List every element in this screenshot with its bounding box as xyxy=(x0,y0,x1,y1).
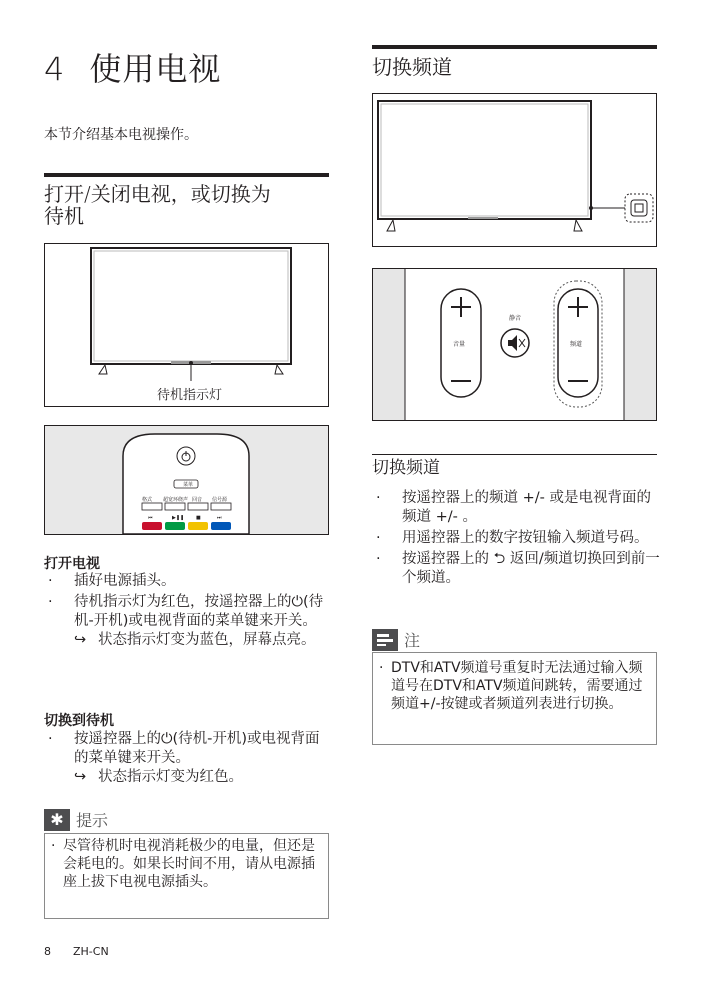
subsection-title: 切换频道 xyxy=(372,458,440,478)
note-icon xyxy=(372,629,398,651)
list-item: · 插好电源插头。 xyxy=(48,573,176,589)
red-button xyxy=(142,522,162,530)
standby-result: ↪ 状态指示灯变为红色。 xyxy=(74,769,243,785)
note-box: · DTV和ATV频道号重复时无法通过输入频道号在DTV和ATV频道间跳转，需要通过频道+/-按键或者频道列表进行切换。 xyxy=(372,652,657,745)
mute-label: 静音 xyxy=(509,315,522,322)
control-panel-illustration xyxy=(373,269,656,420)
remote-menu-label: 菜单 xyxy=(182,482,193,488)
tv-channel-figure xyxy=(372,93,657,247)
list-item: · 待机指示灯为红色，按遥控器上的⏻(待机-开机)或电视背面的菜单键来开关。 ↪ 状态指示灯变为蓝色，屏幕点亮。 xyxy=(44,593,332,650)
section-rule xyxy=(44,173,329,177)
tip-star-icon: ✱ xyxy=(44,809,70,831)
tip-box: · 尽管待机时电视消耗极少的电量，但还是会耗电的。如果长时间不用，请从电源插座上拔下电视电源插头。 xyxy=(44,833,329,919)
page-footer xyxy=(44,945,131,958)
remote-source-label: 信号源 xyxy=(212,497,228,503)
subsection-rule xyxy=(372,454,657,455)
volume-label: 音量 xyxy=(453,341,466,348)
chapter-title xyxy=(44,44,221,90)
remote-mute-label: 回音 xyxy=(192,497,203,503)
result-arrow-icon: ↪ xyxy=(74,632,87,648)
list-item: · 用遥控器上的数字按钮输入频道号码。 xyxy=(376,530,649,546)
right-section-title: 切换频道 xyxy=(372,55,452,79)
standby-heading: 切换到待机 xyxy=(44,713,114,729)
channel-list xyxy=(372,489,662,590)
svg-text:⏮: ⏮ xyxy=(148,515,153,521)
svg-text:⏭: ⏭ xyxy=(217,515,222,521)
turn-on-list xyxy=(44,572,332,652)
intro-text: 本节介绍基本电视操作。 xyxy=(44,127,198,143)
standby-light-label: 待机指示灯 xyxy=(157,388,223,403)
turn-on-heading: 打开电视 xyxy=(44,556,100,572)
control-panel-figure xyxy=(372,268,657,421)
blue-button xyxy=(211,522,231,530)
section-title-line2: 待机 xyxy=(44,204,84,228)
note-text: DTV和ATV频道号重复时无法通过输入频道号在DTV和ATV频道间跳转，需要通过频道+/-按键或者频道列表进行切换。 xyxy=(391,660,643,712)
tip-header xyxy=(44,808,108,831)
channel-label: 频道 xyxy=(570,341,583,348)
language-code: ZH-CN xyxy=(73,945,109,958)
tv-front-illustration xyxy=(45,244,328,406)
list-item: · 按遥控器上的频道 +/- 或是电视背面的 频道 +/- 。 xyxy=(376,490,651,525)
section-title-line1: 打开/关闭电视，或切换为 xyxy=(44,182,271,206)
chapter-name: 使用电视 xyxy=(89,50,222,88)
section-title xyxy=(44,183,334,227)
svg-text:▶❚❚: ▶❚❚ xyxy=(172,515,185,521)
yellow-button xyxy=(188,522,208,530)
chapter-number: 4 xyxy=(44,50,66,88)
tv-channel-illustration xyxy=(373,94,656,246)
green-button xyxy=(165,522,185,530)
tv-front-figure xyxy=(44,243,329,407)
remote-figure xyxy=(44,425,329,535)
remote-illustration xyxy=(45,426,328,534)
right-section-rule xyxy=(372,45,657,49)
page-number: 8 xyxy=(44,945,51,958)
remote-surround-label: 超宽环绕声 xyxy=(163,497,189,503)
svg-text:■: ■ xyxy=(196,515,201,521)
list-item: · 按遥控器上的 ⮌ 返回/频道切换回到前一个频道。 xyxy=(376,551,660,586)
remote-format-label: 格式 xyxy=(142,497,153,503)
result-arrow-icon: ↪ xyxy=(74,769,87,785)
list-item: · 按遥控器上的⏻(待机-开机)或电视背面的菜单键来开关。 ↪ 状态指示灯变为红色。 xyxy=(44,730,332,787)
standby-list xyxy=(44,730,332,789)
tip-text: 尽管待机时电视消耗极少的电量，但还是会耗电的。如果长时间不用，请从电源插座上拔下电视电源插头。 xyxy=(63,838,315,890)
turn-on-result: ↪ 状态指示灯变为蓝色，屏幕点亮。 xyxy=(74,632,316,648)
note-label: 注 xyxy=(404,631,421,650)
tip-label: 提示 xyxy=(76,811,109,830)
note-header xyxy=(372,628,420,651)
